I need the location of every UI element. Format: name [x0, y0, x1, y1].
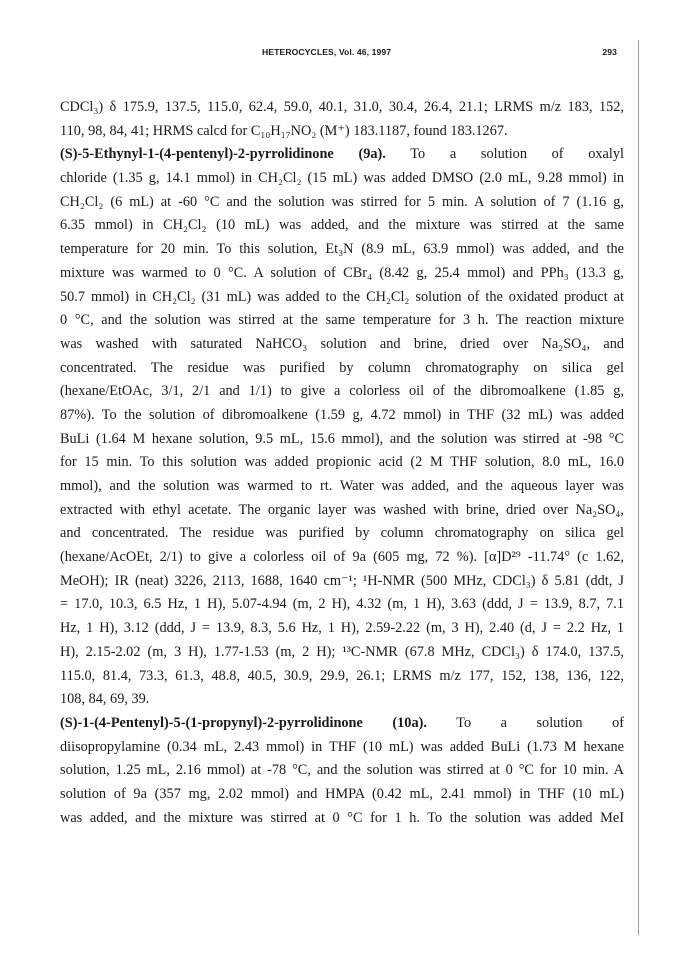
text-line: was added, and the mixture was stirred at 0 °C for 1 h. To the solution was added MeI	[60, 809, 624, 826]
compound-heading: (S)-5-Ethynyl-1-(4-pentenyl)-2-pyrrolidinone (9a).	[60, 146, 386, 163]
text-line: 50.7 mmol) in CH₂Cl₂ (31 mL) was added to the CH₂Cl₂ solution of the oxidated product at	[60, 288, 624, 305]
text-line: 115.0, 81.4, 73.3, 61.3, 48.8, 40.5, 30.9, 29.9, 26.1; LRMS m/z 177, 152, 138, 136, 122,	[60, 667, 624, 684]
text-line: 110, 98, 84, 41; HRMS calcd for C₁₀H₁₇NO₂ (M⁺) 183.1187, found 183.1267.	[60, 122, 508, 139]
text-line: BuLi (1.64 M hexane solution, 9.5 mL, 15.6 mmol), and the solution was stirred at -98 °C	[60, 430, 624, 447]
page-number: 293	[602, 47, 617, 57]
text-line: (hexane/AcOEt, 2/1) to give a colorless oil of 9a (605 mg, 72 %). [α]D²⁹ -11.74° (c 1.62,	[60, 549, 624, 566]
text-line: diisopropylamine (0.34 mL, 2.43 mmol) in THF (10 mL) was added BuLi (1.73 M hexane	[60, 738, 624, 755]
text-line: 108, 84, 69, 39.	[60, 691, 150, 708]
text-line: = 17.0, 10.3, 6.5 Hz, 1 H), 5.07-4.94 (m, 2 H), 4.32 (m, 1 H), 3.63 (ddd, J = 13.9, 8.7, 7.1	[60, 596, 624, 613]
compound-heading: (S)-1-(4-Pentenyl)-5-(1-propynyl)-2-pyrrolidinone (10a).	[60, 714, 427, 731]
text-line: solution of 9a (357 mg, 2.02 mmol) and HMPA (0.42 mL, 2.41 mmol) in THF (10 mL)	[60, 785, 624, 802]
text-line: (S)-5-Ethynyl-1-(4-pentenyl)-2-pyrrolidinone (9a). To a solution of oxalyl	[60, 146, 624, 163]
text-line: mixture was warmed to 0 °C. A solution of CBr₄ (8.42 g, 25.4 mmol) and PPh₃ (13.3 g,	[60, 264, 624, 281]
text-line: temperature for 20 min. To this solution, Et₃N (8.9 mL, 63.9 mmol) was added, and the	[60, 241, 624, 258]
body-text	[60, 96, 624, 830]
text-line: (hexane/EtOAc, 3/1, 2/1 and 1/1) to give a colorless oil of the dibromoalkene (1.85 g,	[60, 383, 624, 400]
text-line: MeOH); IR (neat) 3226, 2113, 1688, 1640 cm⁻¹; ¹H-NMR (500 MHz, CDCl₃) δ 5.81 (ddt, J	[60, 572, 624, 589]
text-line: solution, 1.25 mL, 2.16 mmol) at -78 °C, and the solution was stirred at 0 °C for 10 min. A	[60, 762, 624, 779]
text-line: 6.35 mmol) in CH₂Cl₂ (10 mL) was added, and the mixture was stirred at the same	[60, 217, 624, 234]
right-margin-rule	[638, 40, 639, 935]
text-line: H), 2.15-2.02 (m, 3 H), 1.77-1.53 (m, 2 H); ¹³C-NMR (67.8 MHz, CDCl₃) δ 174.0, 137.5,	[60, 643, 624, 660]
text-line: for 15 min. To this solution was added propionic acid (2 M THF solution, 8.0 mL, 16.0	[60, 454, 624, 471]
text-line: chloride (1.35 g, 14.1 mmol) in CH₂Cl₂ (15 mL) was added DMSO (2.0 mL, 9.28 mmol) in	[60, 170, 624, 187]
text-line: and concentrated. The residue was purified by column chromatography on silica gel	[60, 525, 624, 542]
text-line: Hz, 1 H), 3.12 (ddd, J = 13.9, 8.3, 5.6 Hz, 1 H), 2.59-2.22 (m, 3 H), 2.40 (d, J = 2.2 Hz, 1	[60, 620, 624, 637]
text-line: 0 °C, and the solution was stirred at the same temperature for 3 h. The reaction mixture	[60, 312, 624, 329]
text-line: CDCl₃) δ 175.9, 137.5, 115.0, 62.4, 59.0, 40.1, 31.0, 30.4, 26.4, 21.1; LRMS m/z 183, 152,	[60, 99, 624, 115]
running-header	[0, 47, 683, 61]
text-line: was washed with saturated NaHCO₃ solution and brine, dried over Na₂SO₄, and	[60, 335, 624, 352]
text-line: extracted with ethyl acetate. The organic layer was washed with brine, dried over Na₂SO₄,	[60, 501, 624, 518]
text-line: mmol), and the solution was warmed to rt. Water was added, and the aqueous layer was	[60, 478, 624, 494]
text-line: (S)-1-(4-Pentenyl)-5-(1-propynyl)-2-pyrrolidinone (10a). To a solution of	[60, 714, 624, 731]
text-line: CH₂Cl₂ (6 mL) at -60 °C and the solution was stirred for 5 min. A solution of 7 (1.16 g,	[60, 193, 624, 210]
text-line: concentrated. The residue was purified by column chromatography on silica gel	[60, 359, 624, 376]
journal-citation: HETEROCYCLES, Vol. 46, 1997	[262, 47, 392, 57]
text-line: 87%). To the solution of dibromoalkene (1.59 g, 4.72 mmol) in THF (32 mL) was added	[60, 406, 624, 423]
